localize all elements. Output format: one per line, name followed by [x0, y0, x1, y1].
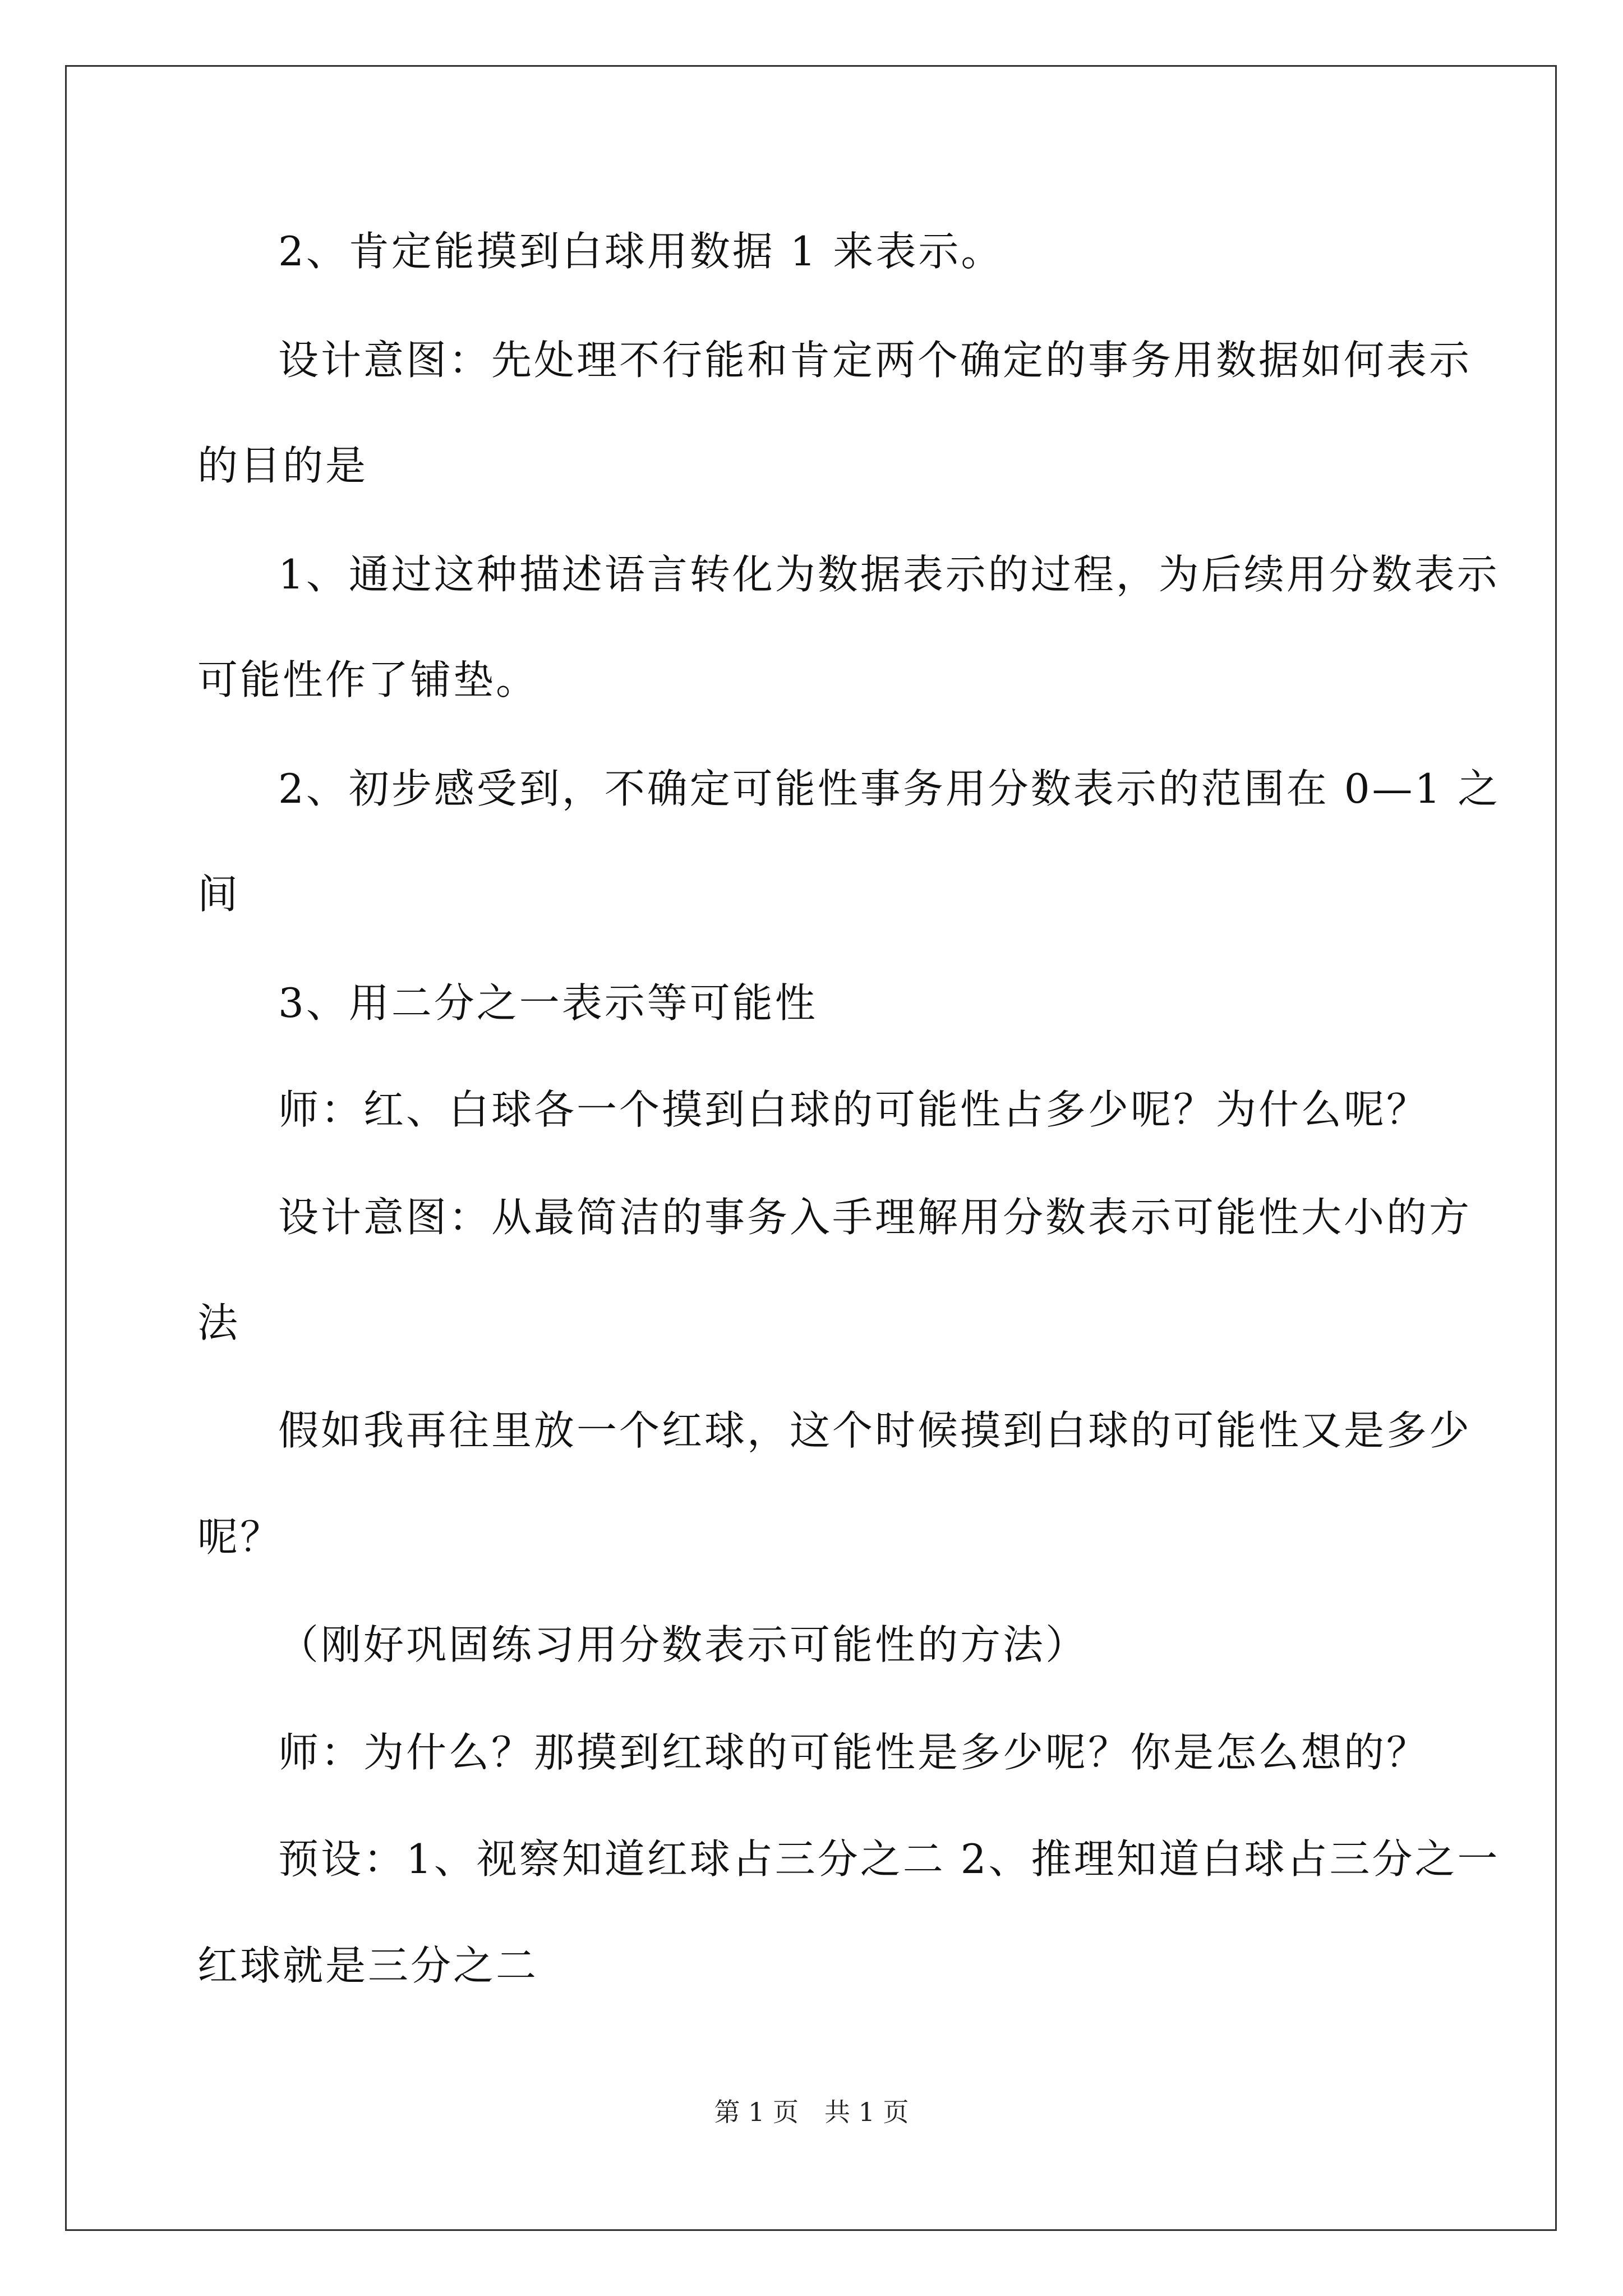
text-line-1: 2、肯定能摸到白球用数据 1 来表示。 [278, 228, 1004, 275]
text-line-4: 1、通过这种描述语言转化为数据表示的过程，为后续用分数表示 [278, 551, 1500, 598]
text-line-8: 3、用二分之一表示等可能性 [278, 979, 818, 1027]
page-number-footer: 第 1 页 共 1 页 [714, 2097, 909, 2127]
text-line-5: 可能性作了铺垫。 [197, 656, 539, 703]
text-line-12: 假如我再往里放一个红球，这个时候摸到白球的可能性又是多少 [278, 1407, 1472, 1454]
text-line-10: 设计意图：从最简洁的事务入手理解用分数表示可能性大小的方 [278, 1194, 1472, 1241]
text-line-7: 间 [197, 871, 241, 918]
text-line-16: 预设：1、视察知道红球占三分之二 2、推理知道白球占三分之一 [278, 1835, 1500, 1883]
text-line-13: 呢？ [197, 1513, 283, 1561]
text-line-2: 设计意图：先处理不行能和肯定两个确定的事务用数据如何表示 [278, 337, 1472, 384]
text-line-17: 红球就是三分之二 [197, 1942, 539, 1989]
text-line-9: 师：红、白球各一个摸到白球的可能性占多少呢？为什么呢？ [278, 1086, 1430, 1133]
text-line-15: 师：为什么？那摸到红球的可能性是多少呢？你是怎么想的？ [278, 1729, 1430, 1776]
text-line-6: 2、初步感受到，不确定可能性事务用分数表示的范围在 0—1 之 [278, 765, 1501, 812]
text-line-3: 的目的是 [197, 442, 368, 489]
text-line-14: （刚好巩固练习用分数表示可能性的方法） [278, 1621, 1089, 1668]
text-line-11: 法 [197, 1299, 241, 1346]
